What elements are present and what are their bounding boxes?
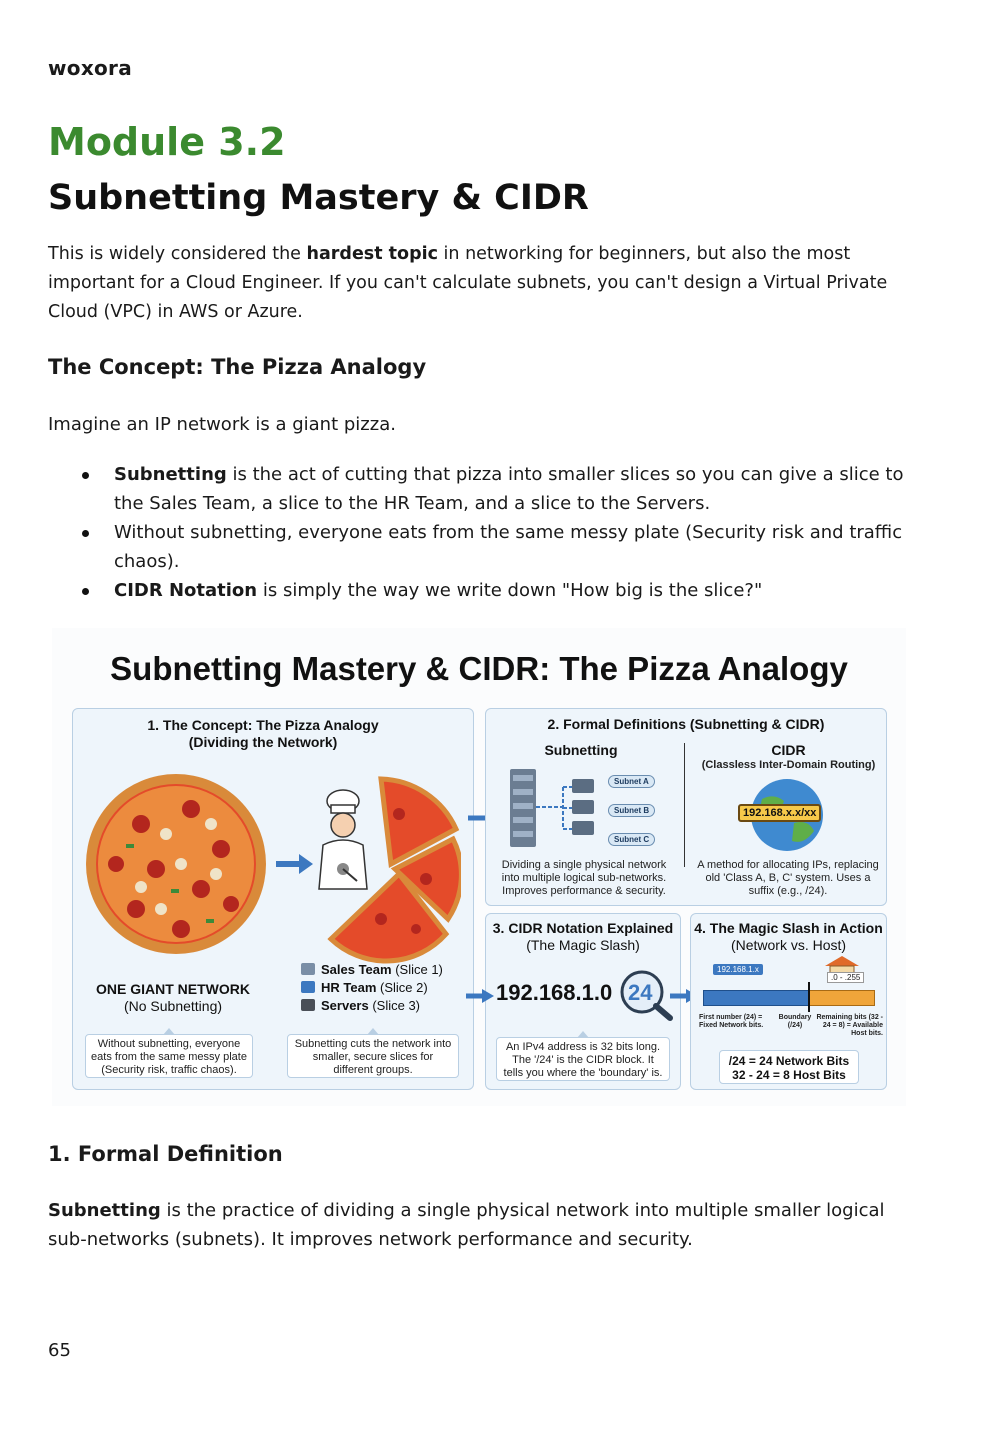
bullet-item (48, 460, 928, 518)
team-list (301, 961, 443, 1015)
bullet-term: Subnetting (114, 464, 227, 485)
summary-host-bits: 32 - 24 = 8 Host Bits (732, 1068, 846, 1082)
subnetting-label-text: Subnetting (544, 742, 618, 758)
one-network-label (83, 981, 263, 1015)
formal-text: is the practice of dividing a single physical network into multiple smaller logical sub-networks (subnets). It improves network performance and security. (48, 1200, 885, 1250)
boundary-marker (808, 982, 810, 1012)
concept-heading: The Concept: The Pizza Analogy (48, 355, 427, 379)
bullet-dot (82, 472, 89, 479)
team-sales (301, 961, 443, 979)
panel-formal-definitions (485, 708, 887, 906)
network-tag: 192.168.1.x (713, 964, 763, 975)
panel4-title (691, 920, 886, 954)
page-title: Subnetting Mastery & CIDR (48, 178, 589, 218)
cidr-description: A method for allocating IPs, replacing old 'Class A, B, C' system. Uses a suffix (e.g., /24). (697, 859, 879, 897)
module-label: Module 3.2 (48, 120, 286, 164)
host-range-tag: .0 - .255 (827, 972, 864, 983)
subnet-b-badge: Subnet B (608, 804, 655, 817)
bullet-text: Without subnetting, everyone eats from the same messy plate (Security risk and traffic chaos). (114, 522, 903, 572)
note-no-subnetting: Without subnetting, everyone eats from the same messy plate (Security risk, traffic chaos). (85, 1034, 253, 1078)
bullet-dot (82, 530, 89, 537)
bullet-term: CIDR Notation (114, 580, 258, 601)
host-bits-bar (809, 990, 875, 1006)
bits-summary (719, 1050, 859, 1084)
note-cidr-block: An IPv4 address is 32 bits long. The '/24' is the CIDR block. It tells you where the 'boundary' is. (496, 1037, 670, 1081)
pizza-analogy-infographic (52, 628, 906, 1106)
team-hr (301, 979, 443, 997)
formal-term: Subnetting (48, 1200, 161, 1221)
intro-paragraph (48, 240, 918, 327)
bullet-text: is the act of cutting that pizza into smaller slices so you can give a slice to the Sales Team, a slice to the HR Team, and a slice to the Servers. (114, 464, 904, 514)
chef-icon (319, 790, 367, 889)
bullet-text: is simply the way we write down "How big is the slice?" (257, 580, 763, 601)
cidr-badge: 192.168.x.x/xx (738, 804, 821, 822)
network-bits-bar (703, 990, 811, 1006)
team-slice: (Slice 3) (368, 998, 421, 1013)
cidr-label (696, 742, 881, 759)
subnetting-label (516, 742, 646, 759)
concept-bullet-list (48, 460, 928, 605)
panel2-title (486, 716, 886, 733)
users-icon (301, 981, 315, 993)
formal-definition-paragraph (48, 1196, 928, 1254)
panel3-subtitle: (The Magic Slash) (526, 937, 640, 953)
label-first-number: First number (24) = Fixed Network bits. (699, 1014, 764, 1029)
intro-text-start: This is widely considered the (48, 244, 307, 264)
panel1-title (73, 717, 453, 751)
intro-text-end: in networking for beginners, but also the most important for a Cloud Engineer. If you can't calculate subnets, you can't design a Virtual Private Cloud (VPC) in AWS or Azure. (48, 244, 888, 322)
label-remaining-bits: Remaining bits (32 - 24 = 8) = Available Host bits. (816, 1014, 883, 1037)
subnetting-description: Dividing a single physical network into multiple logical sub-networks. Improves performance & security. (501, 859, 667, 897)
summary-network-bits: /24 = 24 Network Bits (728, 1054, 850, 1068)
ip-address: 192.168.1.0 (496, 980, 613, 1005)
concept-lead: Imagine an IP network is a giant pizza. (48, 414, 396, 435)
panel3-title (486, 920, 680, 954)
note-subnetting: Subnetting cuts the network into smaller, secure slices for different groups. (287, 1034, 459, 1078)
panel-pizza-concept (72, 708, 474, 1090)
cidr-suffix: 24 (628, 980, 653, 1005)
formal-definition-heading: 1. Formal Definition (48, 1142, 283, 1166)
team-name: HR Team (321, 980, 377, 995)
network-diagram-icon (508, 767, 618, 849)
bullet-item (48, 518, 928, 576)
cidr-label-text: CIDR (771, 742, 806, 758)
whole-pizza-icon (86, 774, 266, 954)
infographic-title: Subnetting Mastery & CIDR: The Pizza Analogy (110, 650, 848, 687)
panel-magic-slash (690, 913, 887, 1090)
team-slice: (Slice 1) (391, 962, 443, 977)
team-name: Sales Team (321, 962, 392, 977)
panel2-title-text: 2. Formal Definitions (Subnetting & CIDR) (547, 716, 825, 732)
subnet-a-badge: Subnet A (608, 775, 655, 788)
pizza-illustration (81, 769, 461, 969)
divider (684, 743, 685, 867)
panel1-subtitle: (Dividing the Network) (188, 734, 338, 750)
team-servers (301, 997, 443, 1015)
page-number: 65 (48, 1340, 71, 1361)
bullet-dot (82, 588, 89, 595)
user-icon (301, 963, 315, 975)
panel1-title-text: 1. The Concept: The Pizza Analogy (147, 717, 379, 733)
cidr-full-name: (Classless Inter-Domain Routing) (701, 759, 876, 771)
bullet-item (48, 576, 928, 605)
brand-name: woxora (48, 56, 133, 80)
subnet-c-badge: Subnet C (608, 833, 655, 846)
panel4-subtitle: (Network vs. Host) (730, 937, 847, 953)
team-slice: (Slice 2) (376, 980, 428, 995)
label-boundary: Boundary (/24) (778, 1014, 812, 1029)
panel-cidr-notation (485, 913, 681, 1090)
server-icon (301, 999, 315, 1011)
network-sublabel: (No Subnetting) (123, 998, 223, 1014)
intro-emphasis: hardest topic (306, 244, 438, 264)
panel3-title-text: 3. CIDR Notation Explained (492, 920, 674, 936)
panel4-title-text: 4. The Magic Slash in Action (694, 920, 883, 936)
team-name: Servers (321, 998, 369, 1013)
arrow-right-icon (464, 986, 496, 1006)
network-label: ONE GIANT NETWORK (96, 981, 250, 997)
